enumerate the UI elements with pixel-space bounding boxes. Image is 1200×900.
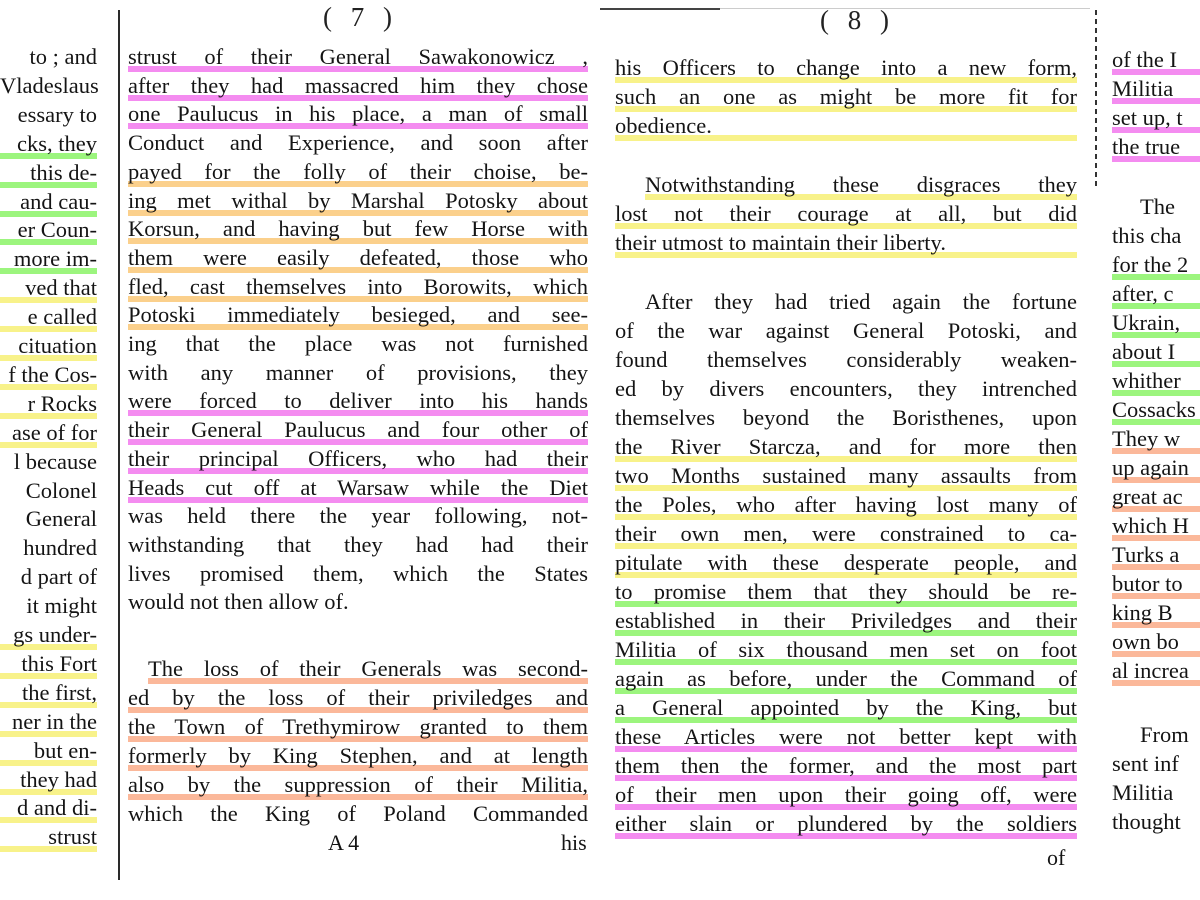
text-line: the true: [1112, 132, 1200, 162]
text-line: to ; and: [29, 44, 97, 69]
text-line: whither: [1112, 366, 1200, 396]
text-line: of the war against General Potoski, and: [615, 318, 1077, 343]
text-line: the Poles, who after having lost many of: [615, 490, 1077, 520]
text-line: cks, they: [0, 129, 97, 159]
text-line: The: [1140, 194, 1175, 219]
text-line: after they had massacred him they chose: [128, 71, 588, 101]
text-line: Militia: [1112, 74, 1200, 104]
text-line: ved that: [0, 273, 97, 303]
page-number: ( 8 ): [820, 5, 895, 35]
text-line: Heads cut off at Warsaw while the Diet: [128, 473, 588, 503]
text-line: formerly by King Stephen, and at length: [128, 741, 588, 771]
text-line: king B: [1112, 598, 1200, 628]
text-line: of the I: [1112, 45, 1200, 75]
text-line: either slain or plundered by the soldiers: [615, 809, 1077, 839]
text-line: r Rocks: [0, 389, 97, 419]
text-line: to promise them that they should be re-: [615, 577, 1077, 607]
page-number: ( 7 ): [323, 2, 398, 32]
text-line: They w: [1112, 424, 1200, 454]
signature-mark: A 4: [328, 830, 360, 855]
text-line: sent inf: [1112, 751, 1179, 776]
text-line: they had: [0, 765, 97, 795]
text-line: his Officers to change into a new form,: [615, 53, 1077, 83]
catchword: of: [1047, 845, 1066, 870]
text-line: with any manner of provisions, they: [128, 359, 588, 385]
text-line: Ukrain,: [1112, 308, 1200, 338]
text-line: which H: [1112, 511, 1200, 541]
text-line: Vladeslaus: [0, 72, 99, 98]
text-line: two Months sustained many assaults from: [615, 461, 1077, 491]
text-line: their own men, were constrained to ca-: [615, 519, 1077, 549]
text-line: gs under-: [0, 620, 97, 650]
text-line: essary to: [17, 101, 97, 127]
text-line: lost not their courage at all, but did: [615, 199, 1077, 229]
text-line: General: [25, 506, 97, 532]
text-line: d and di-: [0, 793, 97, 823]
text-line: l because: [13, 448, 97, 474]
text-line: fled, cast themselves into Borowits, which: [128, 272, 588, 302]
text-line: Cossacks: [1112, 395, 1200, 425]
text-line: them then the former, and the most part: [615, 751, 1077, 781]
text-line: butor to: [1112, 569, 1200, 599]
text-line: up again: [1112, 453, 1200, 483]
text-line: The loss of their Generals was second-: [148, 654, 588, 684]
text-line: strust: [0, 822, 97, 852]
text-line: ed by divers encounters, they intrenched: [615, 376, 1077, 401]
text-line: but en-: [0, 736, 97, 766]
text-line: were forced to deliver into his hands: [128, 386, 588, 416]
text-line: Korsun, and having but few Horse with: [128, 214, 588, 244]
text-line: such an one as might be more fit for: [615, 82, 1077, 112]
text-line: f the Cos-: [0, 360, 97, 390]
text-line: cituation: [0, 331, 97, 361]
text-line: Turks a: [1112, 540, 1200, 570]
text-line: Militia of six thousand men set on foot: [615, 635, 1077, 665]
text-line: Conduct and Experience, and soon after: [128, 130, 588, 156]
gutter-rule-left: [118, 10, 120, 880]
text-line: them were easily defeated, those who: [128, 243, 588, 273]
text-line: which the King of Poland Commanded: [128, 801, 588, 826]
text-line: it might: [26, 593, 97, 619]
page8-top-rule: [600, 8, 720, 10]
text-line: Notwithstanding these disgraces they: [645, 170, 1077, 200]
text-line: own bo: [1112, 627, 1200, 657]
text-line: a General appointed by the King, but: [615, 693, 1077, 723]
text-line: their General Paulucus and four other of: [128, 415, 588, 445]
text-line: their principal Officers, who had their: [128, 444, 588, 474]
text-line: for the 2: [1112, 250, 1200, 280]
text-line: the Town of Trethymirow granted to them: [128, 712, 588, 742]
gutter-rule-right: [1095, 10, 1097, 190]
text-line: withstanding that they had had their: [128, 531, 588, 557]
text-line: would not then allow of.: [128, 589, 349, 615]
text-line: found themselves considerably weaken-: [615, 347, 1077, 372]
text-line: strust of their General Sawakonowicz ,: [128, 42, 588, 72]
text-line: From: [1140, 722, 1189, 747]
text-line: al increa: [1112, 656, 1200, 686]
text-line: one Paulucus in his place, a man of small: [128, 99, 588, 129]
text-line: was held there the year following, not-: [128, 503, 588, 529]
text-line: ing that the place was not furnished: [128, 331, 588, 356]
text-line: payed for the folly of their choise, be-: [128, 157, 588, 187]
text-line: ed by the loss of their priviledges and: [128, 683, 588, 713]
text-line: great ac: [1112, 482, 1200, 512]
text-line: e called: [0, 302, 97, 332]
text-line: their utmost to maintain their liberty.: [615, 228, 1077, 258]
text-line: d part of: [20, 564, 97, 590]
page8-top-rule-light: [720, 8, 1090, 9]
text-line: this de-: [0, 158, 97, 188]
text-line: after, c: [1112, 279, 1200, 309]
text-line: of their men upon their going off, were: [615, 780, 1077, 810]
text-line: ing met withal by Marshal Potosky about: [128, 186, 588, 216]
text-line: ase of for: [0, 418, 97, 448]
text-line: the River Starcza, and for more then: [615, 432, 1077, 462]
text-line: themselves beyond the Boristhenes, upon: [615, 405, 1077, 430]
text-line: er Coun-: [0, 215, 97, 245]
text-line: Militia: [1112, 780, 1174, 805]
text-line: Colonel: [25, 477, 97, 503]
text-line: ner in the: [0, 707, 97, 737]
text-line: these Articles were not better kept with: [615, 722, 1077, 752]
text-line: the first,: [0, 678, 97, 708]
text-line: pitulate with these desperate people, and: [615, 548, 1077, 578]
text-line: more im-: [0, 244, 97, 274]
text-line: this cha: [1112, 223, 1182, 248]
text-line: hundred: [23, 535, 97, 561]
text-line: Potoski immediately besieged, and see-: [128, 300, 588, 330]
text-line: lives promised them, which the States: [128, 560, 588, 586]
text-line: also by the suppression of their Militia,: [128, 770, 588, 800]
text-line: obedience.: [615, 111, 1077, 141]
text-line: this Fort: [0, 649, 97, 679]
text-line: and cau-: [0, 187, 97, 217]
text-line: about I: [1112, 337, 1200, 367]
text-line: set up, t: [1112, 103, 1200, 133]
text-line: again as before, under the Command of: [615, 664, 1077, 694]
catchword: his: [561, 830, 587, 855]
text-line: After they had tried again the fortune: [645, 289, 1077, 314]
text-line: thought: [1112, 809, 1181, 834]
text-line: established in their Priviledges and their: [615, 606, 1077, 636]
